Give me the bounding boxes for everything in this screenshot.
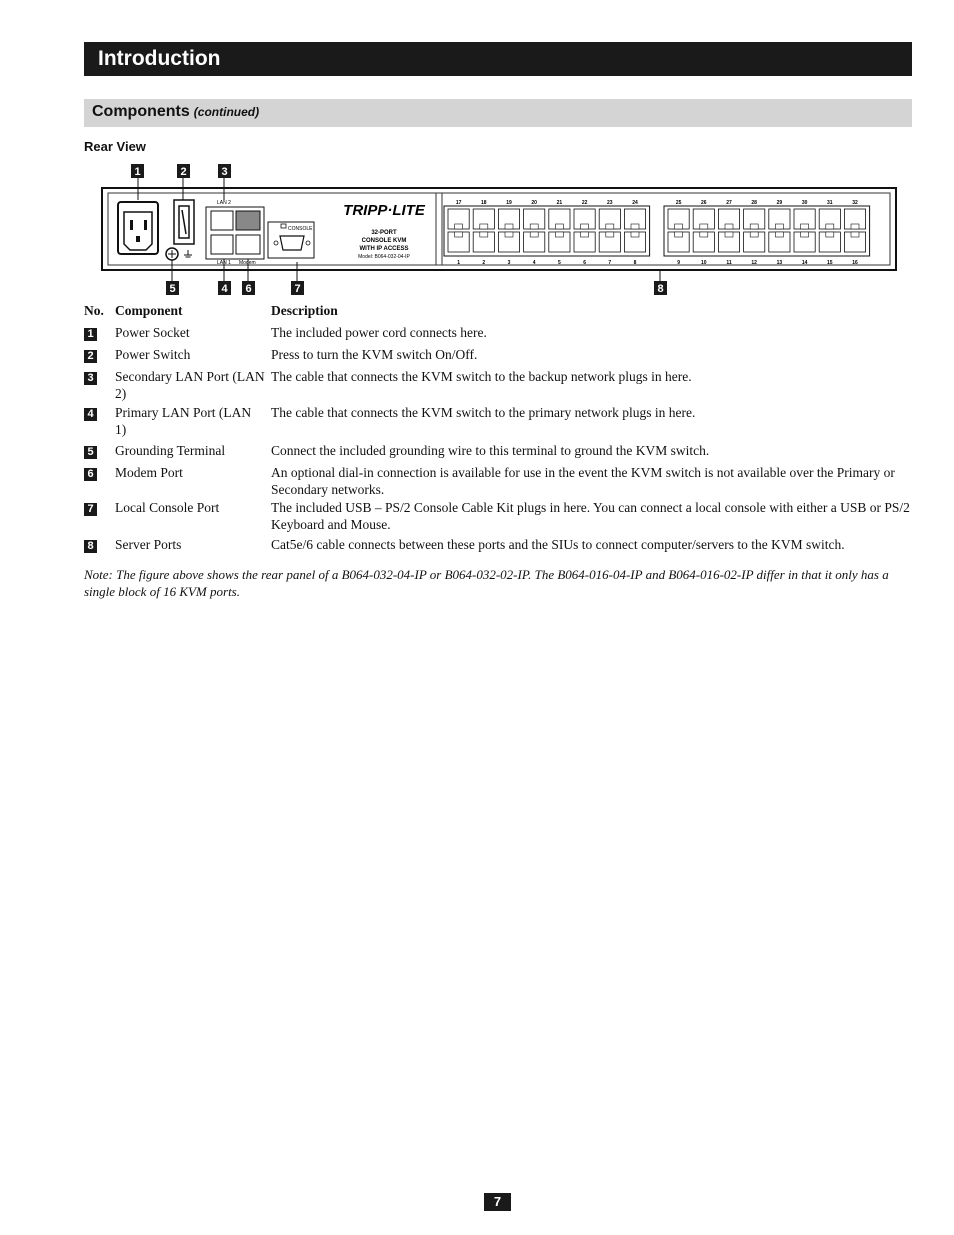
svg-text:5: 5 — [169, 283, 176, 295]
svg-text:7: 7 — [294, 283, 301, 295]
server-port-number: 29 — [776, 200, 783, 206]
server-port-latch — [700, 232, 708, 237]
modem-label: Modem — [239, 260, 256, 266]
server-port-number: 27 — [726, 200, 732, 206]
row-badge: 5 — [84, 446, 97, 459]
server-port-latch — [530, 232, 538, 237]
server-port-latch — [675, 224, 683, 229]
section-header — [84, 42, 912, 76]
server-port-number: 2 — [482, 260, 486, 266]
row-description: An optional dial-in connection is available for use in the event the KVM switch is not available over the Primary or Secondary networks. — [271, 465, 895, 497]
server-port-number: 25 — [675, 200, 682, 206]
server-port-latch — [801, 232, 809, 237]
server-port-number: 1 — [457, 260, 460, 266]
row-description: The cable that connects the KVM switch to the backup network plugs in here. — [271, 369, 692, 384]
console-port — [268, 222, 314, 258]
svg-text:1: 1 — [134, 166, 141, 178]
server-port-number: 5 — [558, 260, 561, 266]
server-port-number: 22 — [581, 200, 588, 206]
console-label: CONSOLE — [288, 226, 313, 232]
callout-7 — [291, 281, 304, 295]
server-port-latch — [505, 224, 513, 229]
server-port-latch — [631, 232, 639, 237]
table-row — [84, 346, 912, 368]
server-port-number: 17 — [455, 200, 462, 206]
server-port-number: 13 — [776, 260, 783, 266]
server-port-latch — [455, 232, 463, 237]
server-port-number: 8 — [633, 260, 637, 266]
server-port-latch — [775, 224, 783, 229]
row-component: Power Switch — [115, 347, 191, 362]
row-component: Modem Port — [115, 465, 183, 480]
row-number — [84, 368, 114, 385]
server-port-number: 28 — [751, 200, 757, 206]
server-port-latch — [725, 224, 733, 229]
row-number — [84, 442, 114, 459]
server-port-latch — [631, 224, 639, 229]
server-port-number: 9 — [677, 260, 680, 266]
server-port-latch — [606, 232, 614, 237]
network-block — [206, 200, 264, 266]
figure-note: Note: The figure above shows the rear panel of a B064-032-04-IP or B064-032-02-IP. The B064-016-04-IP and B064-016-02-IP differ in that it only has a single block of 16 KVM ports. — [84, 567, 889, 599]
svg-text:2: 2 — [180, 166, 187, 178]
power-switch — [174, 200, 194, 244]
table-row — [84, 499, 912, 536]
row-component: Power Socket — [115, 325, 190, 340]
row-component: Primary LAN Port (LAN 1) — [115, 405, 252, 437]
row-description: Cat5e/6 cable connects between these ports and the SIUs to connect computer/servers to the KVM switch. — [271, 537, 845, 552]
rear-view-label: Rear View — [84, 139, 146, 154]
server-port-latch — [480, 232, 488, 237]
modem-port — [236, 235, 260, 254]
server-port-number: 10 — [701, 260, 707, 266]
server-port-latch — [581, 224, 589, 229]
lan1-label: LAN 1 — [217, 260, 231, 266]
row-badge: 3 — [84, 372, 97, 385]
row-component: Server Ports — [115, 537, 182, 552]
section-title: Introduction — [98, 47, 221, 70]
subsection-title-text: Components — [92, 103, 190, 120]
server-port-number: 14 — [801, 260, 808, 266]
server-port-latch — [530, 224, 538, 229]
header-description: Description — [271, 303, 338, 318]
server-port-latch — [775, 232, 783, 237]
callout-5 — [166, 281, 179, 295]
server-port-number: 12 — [751, 260, 757, 266]
row-component: Grounding Terminal — [115, 443, 226, 458]
product-line-3: WITH IP ACCESS — [359, 246, 409, 252]
server-port-number: 31 — [827, 200, 833, 206]
server-port-number: 20 — [531, 200, 537, 206]
server-port-number: 16 — [852, 260, 858, 266]
table-row — [84, 368, 912, 404]
rear-panel-figure — [84, 160, 912, 300]
row-component: Local Console Port — [115, 500, 220, 515]
server-port-latch — [505, 232, 513, 237]
row-number — [84, 346, 114, 363]
blank-plate — [236, 211, 260, 230]
row-badge: 7 — [84, 503, 97, 516]
callout-2 — [177, 164, 190, 178]
server-port-latch — [801, 224, 809, 229]
callout-4 — [218, 281, 231, 295]
power-socket — [118, 202, 158, 254]
server-port-number: 24 — [632, 200, 638, 206]
server-port-number: 26 — [701, 200, 707, 206]
row-badge: 1 — [84, 328, 97, 341]
server-port-number: 7 — [608, 260, 612, 266]
table-header-row — [84, 302, 912, 324]
svg-text:6: 6 — [245, 283, 252, 295]
lan1-port — [211, 235, 233, 254]
lan2-port — [211, 211, 233, 230]
server-port-number: 32 — [852, 200, 858, 206]
row-description: The cable that connects the KVM switch to the primary network plugs in here. — [271, 405, 696, 420]
table-row — [84, 442, 912, 464]
server-port-number: 23 — [607, 200, 613, 206]
components-table — [84, 302, 912, 558]
server-port-latch — [606, 224, 614, 229]
server-port-latch — [851, 224, 859, 229]
page-number: 7 — [484, 1193, 511, 1211]
continued-label: (continued) — [193, 105, 260, 119]
row-badge: 8 — [84, 540, 97, 553]
svg-text:8: 8 — [657, 283, 664, 295]
server-port-number: 3 — [507, 260, 511, 266]
product-line-1: 32-PORT — [371, 230, 397, 236]
server-port-latch — [455, 224, 463, 229]
server-port-latch — [826, 224, 834, 229]
table-row — [84, 324, 912, 346]
lan2-label: LAN 2 — [217, 200, 231, 206]
server-port-number: 18 — [481, 200, 487, 206]
server-port-number: 30 — [801, 200, 808, 206]
callout-3 — [218, 164, 231, 178]
header-no: No. — [84, 303, 104, 318]
subsection-title — [92, 103, 259, 121]
table-row — [84, 536, 912, 558]
row-badge: 2 — [84, 350, 97, 363]
row-number — [84, 499, 114, 516]
table-row — [84, 404, 912, 442]
row-badge: 4 — [84, 408, 97, 421]
table-row — [84, 464, 912, 499]
row-description: Press to turn the KVM switch On/Off. — [271, 347, 478, 362]
model-label: Model: B064-032-04-IP — [358, 254, 410, 260]
svg-text:4: 4 — [221, 283, 228, 295]
server-port-latch — [700, 224, 708, 229]
callout-8 — [654, 281, 667, 295]
server-port-latch — [555, 224, 563, 229]
callout-6 — [242, 281, 255, 295]
server-port-number: 11 — [726, 260, 732, 266]
server-port-latch — [750, 232, 758, 237]
server-port-number: 6 — [583, 260, 586, 266]
row-number — [84, 464, 114, 481]
server-port-latch — [826, 232, 834, 237]
row-description: Connect the included grounding wire to this terminal to ground the KVM switch. — [271, 443, 710, 458]
server-port-number: 21 — [556, 200, 563, 206]
server-port-latch — [555, 232, 563, 237]
server-port-number: 4 — [532, 260, 536, 266]
row-component: Secondary LAN Port (LAN 2) — [115, 369, 265, 401]
server-port-latch — [480, 224, 488, 229]
subsection-header — [84, 99, 912, 127]
server-port-number: 15 — [827, 260, 833, 266]
row-number — [84, 324, 114, 341]
row-badge: 6 — [84, 468, 97, 481]
callout-1 — [131, 164, 144, 178]
server-port-latch — [581, 232, 589, 237]
row-number — [84, 404, 114, 421]
header-component: Component — [115, 303, 183, 318]
svg-text:3: 3 — [221, 166, 228, 178]
row-description: The included USB – PS/2 Console Cable Kit plugs in here. You can connect a local console with either a USB or PS/2 Keyboard and Mouse. — [271, 500, 910, 532]
server-port-number: 19 — [506, 200, 512, 206]
server-port-latch — [750, 224, 758, 229]
server-port-latch — [675, 232, 683, 237]
brand-logo: TRIPP·LITE — [343, 202, 425, 219]
row-description: The included power cord connects here. — [271, 325, 487, 340]
product-line-2: CONSOLE KVM — [361, 238, 407, 244]
server-port-latch — [851, 232, 859, 237]
server-port-latch — [725, 232, 733, 237]
row-number — [84, 536, 114, 553]
